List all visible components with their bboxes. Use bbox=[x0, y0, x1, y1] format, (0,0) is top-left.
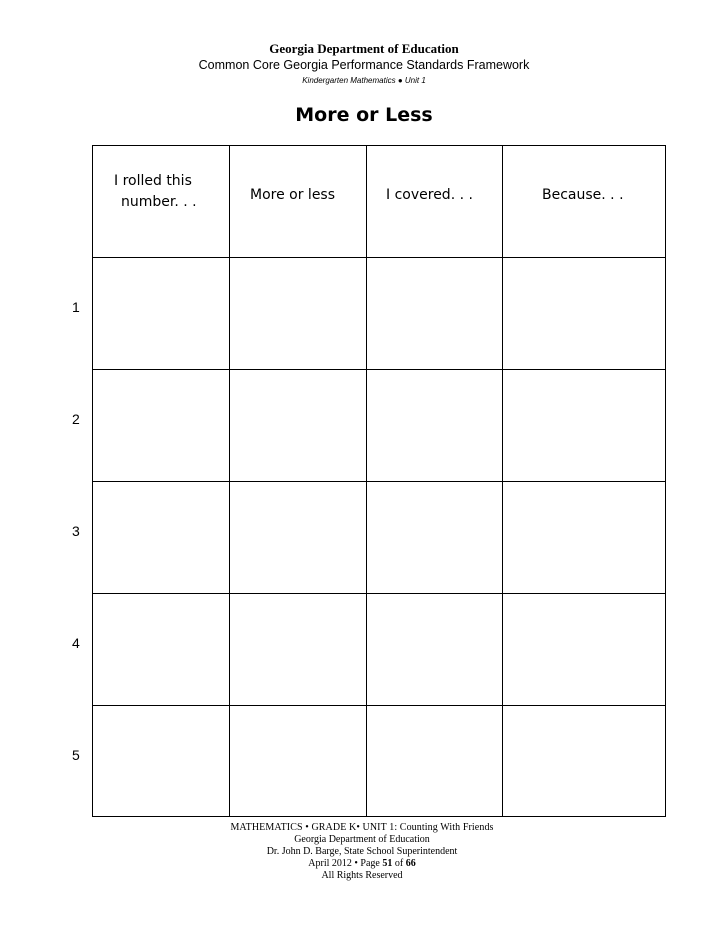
row-divider bbox=[92, 705, 666, 706]
footer-superintendent: Dr. John D. Barge, State School Superintendent bbox=[266, 846, 458, 857]
row-divider bbox=[92, 369, 666, 370]
footer-page-line bbox=[196, 858, 528, 870]
column-header-rolled-line1: I rolled this bbox=[114, 173, 192, 189]
footer-rights: All Rights Reserved bbox=[321, 870, 403, 881]
column-header-because: Because. . . bbox=[542, 187, 624, 203]
row-divider bbox=[92, 481, 666, 482]
worksheet-table bbox=[92, 145, 666, 817]
row-number: 3 bbox=[72, 523, 80, 539]
footer-page-number: 51 bbox=[382, 858, 393, 869]
column-header-covered: I covered. . . bbox=[386, 187, 473, 203]
header-unit-line: Kindergarten Mathematics ● Unit 1 bbox=[302, 76, 426, 85]
row-number: 4 bbox=[72, 635, 80, 651]
page-footer bbox=[196, 822, 528, 882]
table-border-bottom bbox=[92, 816, 666, 817]
footer-of: of bbox=[392, 858, 406, 869]
footer-page-total: 66 bbox=[405, 858, 416, 869]
row-divider bbox=[92, 593, 666, 594]
footer-organization: Georgia Department of Education bbox=[294, 834, 430, 845]
column-header-more-or-less: More or less bbox=[250, 187, 336, 203]
column-header-rolled-line2: number. . . bbox=[121, 194, 197, 210]
row-number: 5 bbox=[72, 747, 80, 763]
header-framework: Common Core Georgia Performance Standards Framework bbox=[198, 58, 530, 72]
row-divider bbox=[92, 257, 666, 258]
row-number: 1 bbox=[72, 299, 80, 315]
page-title: More or Less bbox=[295, 104, 433, 126]
header-organization: Georgia Department of Education bbox=[269, 41, 459, 56]
column-header-rolled bbox=[114, 173, 197, 210]
footer-date: April 2012 • Page bbox=[308, 858, 383, 869]
table-border-top bbox=[92, 145, 666, 146]
footer-course-line: MATHEMATICS • GRADE K• UNIT 1: Counting With Friends bbox=[230, 822, 494, 833]
row-number: 2 bbox=[72, 411, 80, 427]
